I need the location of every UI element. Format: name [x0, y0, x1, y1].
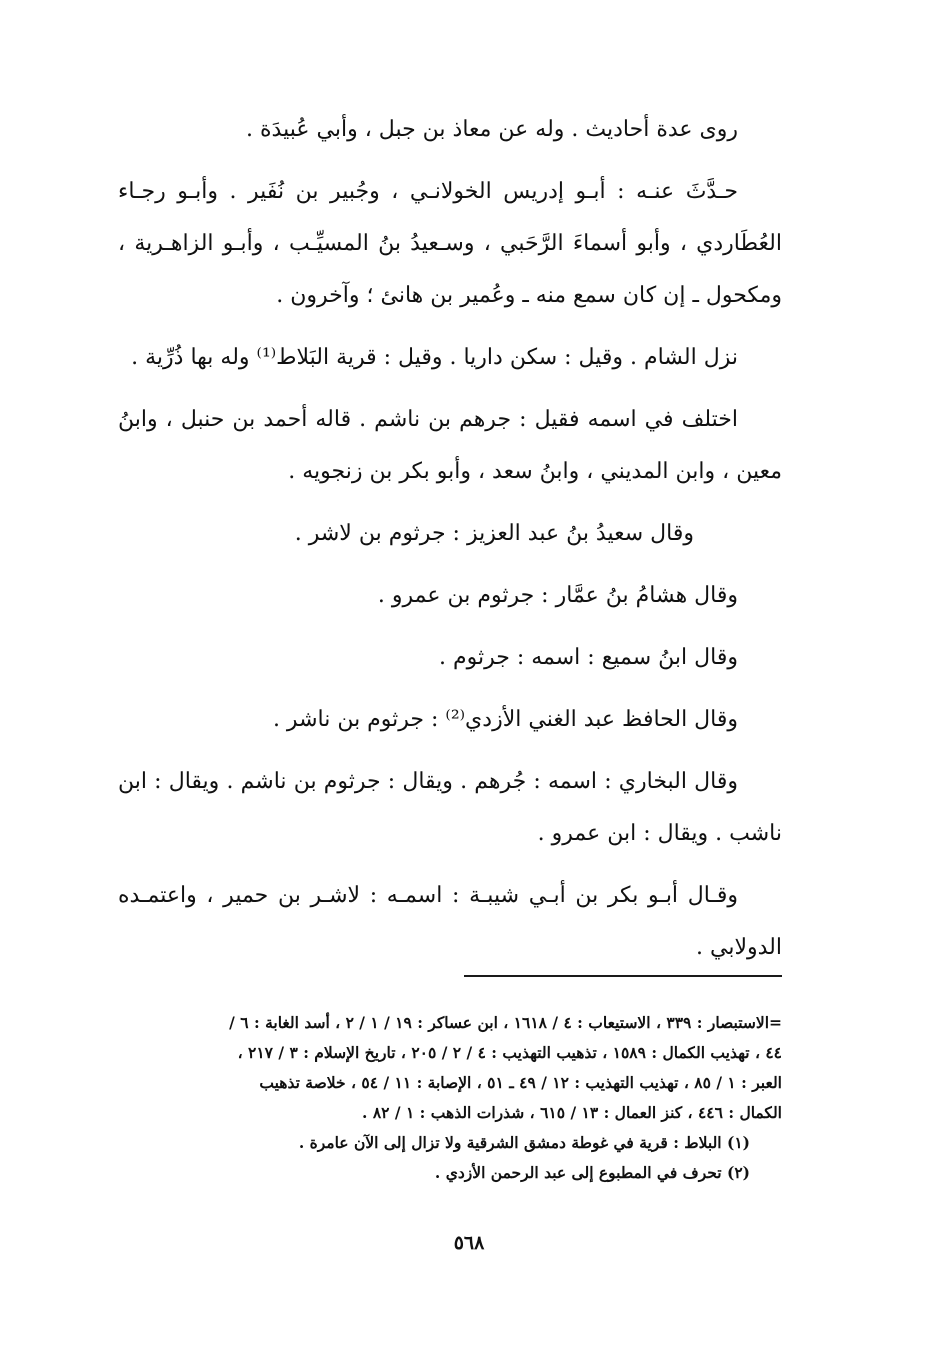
- footnote-sources-line: ٤٤ ، تهذيب الكمال : ١٥٨٩ ، تذهيب التهذيب : ٤ / ٢ / ٢٠٥ ، تاريخ الإسلام : ٣ / ٢١٧ ،: [237, 1043, 782, 1062]
- paragraph-name-dispute: اختلف في اسمه فقيل : جرهم بن ناشم . قاله أحمد بن حنبل ، وابنُ معين ، وابن المديني ، وابنُ سعد ، وأبو بكر بن زنجويه .: [118, 407, 782, 484]
- footnote-separator: [464, 975, 782, 977]
- footnote-sources-line: العبر : ١ / ٨٥ ، تهذيب التهذيب : ١٢ / ٤٩ ـ ٥١ ، الإصابة : ١١ / ٥٤ ، خلاصة تذهيب: [259, 1073, 782, 1092]
- footnote-sources-line: الكمال : ٤٤٦ ، كنز العمال : ١٣ / ٦١٥ ، شذرات الذهب : ١ / ٨٢ .: [362, 1103, 782, 1122]
- paragraph-narrators: حـدَّثَ عنـه : أبـو إدريس الخولانـي ، وجُبير بن نُفَير . وأبـو رجـاء العُطَاردي ، وأبو أسماءَ الرَّحَبي ، وسـعيدُ بنُ المسيِّـب ، وأبـو الزاهـرية ، ومكحول ـ إن كان سمع منه ـ وعُمير بن هانئ ؛ وآخرون .: [118, 179, 782, 308]
- paragraph-ibn-sumay-quote: وقال ابنُ سميع : اسمه : جرثوم .: [439, 645, 738, 670]
- main-text: [118, 104, 782, 984]
- paragraph-ibn-abi-shayba-quote: وقـال أبـو بكر بن أبـي شيبـة : اسمـه : لاشـر بن حمير ، واعتمـده الدولابي .: [118, 883, 782, 960]
- paragraph-residence: نزل الشام . وقيل : سكن داريا . وقيل : قرية البَلاط⁽¹⁾ وله بها ذُرِّية .: [131, 345, 738, 370]
- footnote-sources-line: =الاستبصار : ٣٣٩ ، الاستيعاب : ٤ / ١٦١٨ ، ابن عساكر : ١٩ / ١ / ٢ ، أسد الغابة : ٦ /: [229, 1013, 782, 1032]
- paragraph-saeed-quote: وقال سعيدُ بنُ عبد العزيز : جرثوم بن لاشر .: [294, 521, 694, 546]
- footnotes: [118, 1008, 782, 1188]
- page-number: ٥٦٨: [453, 1232, 485, 1254]
- footnote-1: (١) البلاط : قرية في غوطة دمشق الشرقية ولا تزال إلى الآن عامرة .: [298, 1133, 750, 1152]
- footnote-2: (٢) تحرف في المطبوع إلى عبد الرحمن الأزدي .: [434, 1163, 750, 1182]
- paragraph-narrations: روى عدة أحاديث . وله عن معاذ بن جبل ، وأبي عُبيدَة .: [246, 117, 738, 142]
- paragraph-abdulghani-quote: وقال الحافظ عبد الغني الأزدي⁽²⁾ : جرثوم بن ناشر .: [272, 707, 738, 732]
- paragraph-hisham-quote: وقال هشامُ بنُ عمَّار : جرثوم بن عمرو .: [377, 583, 738, 608]
- paragraph-bukhari-quote: وقال البخاري : اسمه : جُرهم . ويقال : جرثوم بن ناشم . ويقال : ابن ناشب . ويقال : ابن عمرو .: [118, 769, 782, 846]
